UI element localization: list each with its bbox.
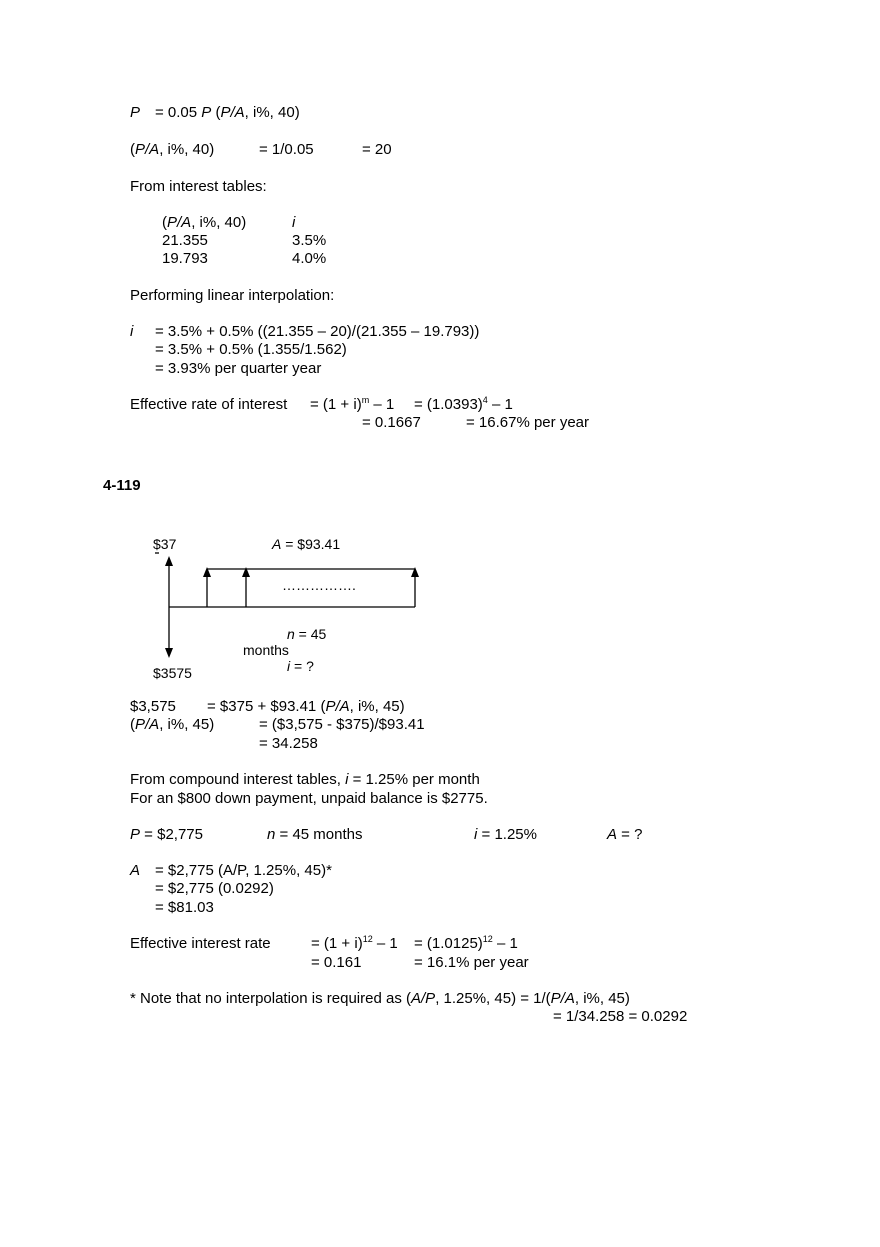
eq-factor-line: = 34.258 (259, 735, 318, 752)
effective-substituted: = $(1.0393)^4 - 1$ (414, 395, 513, 413)
interp-line: = 3.93% per quarter year (155, 360, 322, 377)
interp-intro: Performing linear interpolation: (130, 287, 335, 304)
effective-result: = 0.1667 (362, 414, 421, 431)
effective-formula: = $(1 + i)^m - 1$ (310, 395, 395, 413)
eq-pa-factor: (P/A, i%, 40) (130, 141, 215, 158)
table-row-factor: 19.793 (162, 250, 208, 267)
table-header-factor: (P/A, i%, 40) (162, 214, 247, 231)
table-row-rate: 4.0% (292, 250, 327, 267)
a-calc-line: = $2,775 (A/P, 1.25%, 45)* (155, 862, 332, 879)
eq-pa-step1: = 1/0.05 (259, 141, 314, 158)
given-a: A = ? (607, 826, 643, 843)
effective-interest-percent: = 16.1% per year (414, 954, 529, 971)
table-row-rate: 3.5% (292, 232, 327, 249)
eq-pa-step2: = 20 (362, 141, 392, 158)
a-calc-line: = $81.03 (155, 899, 214, 916)
arrow-head-down (165, 648, 173, 658)
eq-present-lhs: $3,575 (130, 698, 176, 715)
diagram-top-label: $37 (153, 536, 177, 552)
interp-line: = 3.5% + 0.5% ((21.355 – 20)/(21.355 – 19.793)) (155, 323, 480, 340)
interp-var: i (130, 323, 134, 340)
effective-result-percent: = 16.67% per year (466, 414, 589, 431)
table-row-factor: 21.355 (162, 232, 208, 249)
effective-interest-formula: = $(1 + i)^{12} - 1$ (311, 934, 398, 952)
a-calc-line: = $2,775 (0.0292) (155, 880, 274, 897)
given-i: i = 1.25% (474, 826, 537, 843)
eq-factor-lhs: (P/A, i%, 45) (130, 716, 215, 733)
down-payment-statement: For an $800 down payment, unpaid balance is $2775. (130, 790, 488, 807)
effective-label: Effective rate of interest (130, 396, 288, 413)
interp-line: = 3.5% + 0.5% (1.355/1.562) (155, 341, 347, 358)
given-n: n = 45 months (267, 826, 363, 843)
given-p: P = $2,775 (130, 826, 203, 843)
eq-p-rhs: = 0.05 P (P/A, i%, 40) (155, 104, 300, 121)
tables-intro: From interest tables: (130, 178, 267, 195)
diagram-i-label: i = ? (287, 658, 314, 674)
diagram-n-label: n = 45 (287, 626, 327, 642)
eq-present-rhs: = $375 + $93.41 (P/A, i%, 45) (207, 698, 405, 715)
effective-interest-result: = 0.161 (311, 954, 362, 971)
diagram-bottom-label: $3575 (153, 665, 192, 681)
eq-factor-line: = ($3,575 - $375)/$93.41 (259, 716, 425, 733)
arrow-head-up (165, 556, 173, 566)
compound-statement: From compound interest tables, i = 1.25% per month (130, 771, 480, 788)
table-header-rate: i (292, 214, 296, 231)
footnote-result: = 1/34.258 = 0.0292 (553, 1008, 688, 1025)
footnote: * Note that no interpolation is required as (A/P, 1.25%, 45) = 1/(P/A, i%, 45) (130, 990, 630, 1007)
effective-interest-substituted: = $(1.0125)^{12} - 1$ (414, 934, 518, 952)
problem-number: 4-119 (103, 477, 141, 494)
var-p: P (130, 104, 141, 121)
diagram-annuity-label: A = $93.41 (272, 536, 341, 552)
a-calc-var: A (130, 862, 141, 879)
effective-interest-label: Effective interest rate (130, 935, 271, 952)
diagram-months-label: months (243, 642, 289, 658)
diagram-dots: ……………. (282, 577, 356, 593)
